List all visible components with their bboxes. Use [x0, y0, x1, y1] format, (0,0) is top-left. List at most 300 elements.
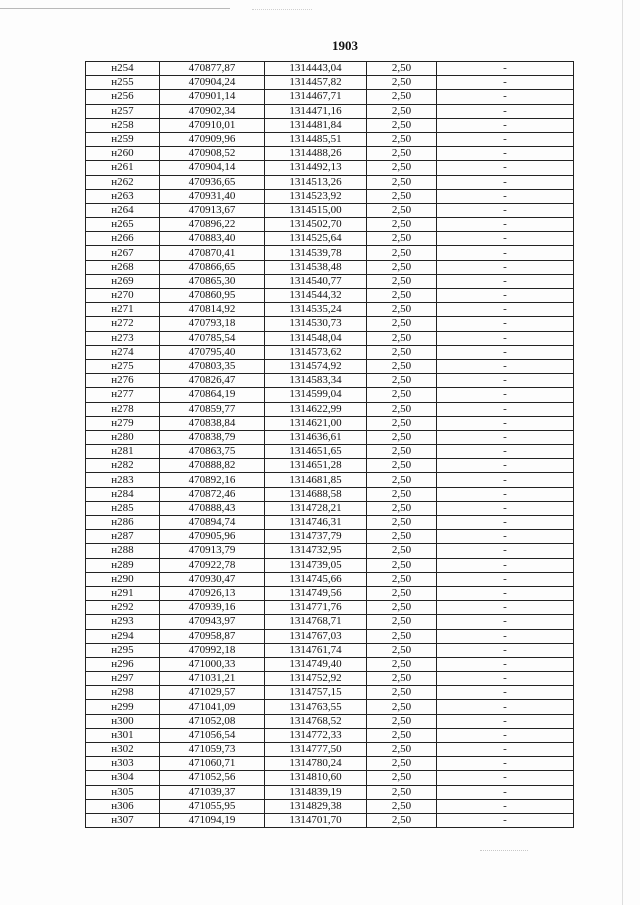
point-id-cell: н290 — [86, 572, 160, 586]
y-coordinate-cell: 1314530,73 — [265, 317, 367, 331]
description-cell: - — [437, 430, 574, 444]
scan-edge-line — [0, 8, 230, 9]
point-id-cell: н295 — [86, 643, 160, 657]
description-cell: - — [437, 104, 574, 118]
x-coordinate-cell: 470860,95 — [160, 289, 265, 303]
y-coordinate-cell: 1314839,19 — [265, 785, 367, 799]
table-row — [86, 487, 574, 501]
point-id-cell: н281 — [86, 445, 160, 459]
accuracy-cell: 2,50 — [367, 728, 437, 742]
description-cell: - — [437, 799, 574, 813]
y-coordinate-cell: 1314771,76 — [265, 601, 367, 615]
table-row — [86, 317, 574, 331]
y-coordinate-cell: 1314768,52 — [265, 714, 367, 728]
accuracy-cell: 2,50 — [367, 62, 437, 76]
table-row — [86, 132, 574, 146]
accuracy-cell: 2,50 — [367, 274, 437, 288]
description-cell: - — [437, 586, 574, 600]
x-coordinate-cell: 470908,52 — [160, 147, 265, 161]
x-coordinate-cell: 470870,41 — [160, 246, 265, 260]
y-coordinate-cell: 1314622,99 — [265, 402, 367, 416]
table-row — [86, 90, 574, 104]
x-coordinate-cell: 470913,67 — [160, 203, 265, 217]
y-coordinate-cell: 1314728,21 — [265, 501, 367, 515]
x-coordinate-cell: 470926,13 — [160, 586, 265, 600]
point-id-cell: н296 — [86, 657, 160, 671]
x-coordinate-cell: 470902,34 — [160, 104, 265, 118]
accuracy-cell: 2,50 — [367, 90, 437, 104]
description-cell: - — [437, 289, 574, 303]
point-id-cell: н255 — [86, 76, 160, 90]
accuracy-cell: 2,50 — [367, 501, 437, 515]
description-cell: - — [437, 388, 574, 402]
table-row — [86, 175, 574, 189]
accuracy-cell: 2,50 — [367, 572, 437, 586]
accuracy-cell: 2,50 — [367, 516, 437, 530]
description-cell: - — [437, 232, 574, 246]
point-id-cell: н257 — [86, 104, 160, 118]
description-cell: - — [437, 771, 574, 785]
point-id-cell: н289 — [86, 558, 160, 572]
y-coordinate-cell: 1314538,48 — [265, 260, 367, 274]
table-row — [86, 785, 574, 799]
accuracy-cell: 2,50 — [367, 757, 437, 771]
y-coordinate-cell: 1314763,55 — [265, 700, 367, 714]
point-id-cell: н261 — [86, 161, 160, 175]
y-coordinate-cell: 1314540,77 — [265, 274, 367, 288]
table-row — [86, 516, 574, 530]
table-row — [86, 558, 574, 572]
y-coordinate-cell: 1314777,50 — [265, 743, 367, 757]
description-cell: - — [437, 530, 574, 544]
x-coordinate-cell: 470838,79 — [160, 430, 265, 444]
x-coordinate-cell: 470904,14 — [160, 161, 265, 175]
y-coordinate-cell: 1314651,28 — [265, 459, 367, 473]
accuracy-cell: 2,50 — [367, 558, 437, 572]
table-row — [86, 218, 574, 232]
x-coordinate-cell: 470863,75 — [160, 445, 265, 459]
y-coordinate-cell: 1314701,70 — [265, 813, 367, 827]
x-coordinate-cell: 471029,57 — [160, 686, 265, 700]
x-coordinate-cell: 470888,82 — [160, 459, 265, 473]
accuracy-cell: 2,50 — [367, 743, 437, 757]
table-row — [86, 728, 574, 742]
x-coordinate-cell: 470936,65 — [160, 175, 265, 189]
y-coordinate-cell: 1314574,92 — [265, 359, 367, 373]
description-cell: - — [437, 672, 574, 686]
point-id-cell: н301 — [86, 728, 160, 742]
point-id-cell: н298 — [86, 686, 160, 700]
description-cell: - — [437, 572, 574, 586]
table-row — [86, 501, 574, 515]
point-id-cell: н287 — [86, 530, 160, 544]
accuracy-cell: 2,50 — [367, 175, 437, 189]
accuracy-cell: 2,50 — [367, 118, 437, 132]
description-cell: - — [437, 189, 574, 203]
x-coordinate-cell: 470872,46 — [160, 487, 265, 501]
accuracy-cell: 2,50 — [367, 161, 437, 175]
description-cell: - — [437, 345, 574, 359]
description-cell: - — [437, 303, 574, 317]
accuracy-cell: 2,50 — [367, 303, 437, 317]
table-row — [86, 601, 574, 615]
description-cell: - — [437, 317, 574, 331]
x-coordinate-cell: 470894,74 — [160, 516, 265, 530]
x-coordinate-cell: 471031,21 — [160, 672, 265, 686]
accuracy-cell: 2,50 — [367, 473, 437, 487]
description-cell: - — [437, 132, 574, 146]
x-coordinate-cell: 470943,97 — [160, 615, 265, 629]
description-cell: - — [437, 118, 574, 132]
table-row — [86, 416, 574, 430]
accuracy-cell: 2,50 — [367, 601, 437, 615]
y-coordinate-cell: 1314749,40 — [265, 657, 367, 671]
x-coordinate-cell: 470877,87 — [160, 62, 265, 76]
accuracy-cell: 2,50 — [367, 686, 437, 700]
accuracy-cell: 2,50 — [367, 331, 437, 345]
point-id-cell: н256 — [86, 90, 160, 104]
x-coordinate-cell: 471041,09 — [160, 700, 265, 714]
accuracy-cell: 2,50 — [367, 218, 437, 232]
accuracy-cell: 2,50 — [367, 317, 437, 331]
point-id-cell: н268 — [86, 260, 160, 274]
point-id-cell: н272 — [86, 317, 160, 331]
table-row — [86, 813, 574, 827]
description-cell: - — [437, 615, 574, 629]
table-row — [86, 303, 574, 317]
table-row — [86, 743, 574, 757]
description-cell: - — [437, 175, 574, 189]
description-cell: - — [437, 728, 574, 742]
table-row — [86, 586, 574, 600]
accuracy-cell: 2,50 — [367, 232, 437, 246]
point-id-cell: н265 — [86, 218, 160, 232]
description-cell: - — [437, 700, 574, 714]
point-id-cell: н270 — [86, 289, 160, 303]
accuracy-cell: 2,50 — [367, 771, 437, 785]
x-coordinate-cell: 470931,40 — [160, 189, 265, 203]
point-id-cell: н300 — [86, 714, 160, 728]
x-coordinate-cell: 470913,79 — [160, 544, 265, 558]
point-id-cell: н280 — [86, 430, 160, 444]
table-row — [86, 345, 574, 359]
accuracy-cell: 2,50 — [367, 359, 437, 373]
accuracy-cell: 2,50 — [367, 643, 437, 657]
accuracy-cell: 2,50 — [367, 544, 437, 558]
y-coordinate-cell: 1314745,66 — [265, 572, 367, 586]
point-id-cell: н267 — [86, 246, 160, 260]
accuracy-cell: 2,50 — [367, 657, 437, 671]
y-coordinate-cell: 1314525,64 — [265, 232, 367, 246]
y-coordinate-cell: 1314749,56 — [265, 586, 367, 600]
x-coordinate-cell: 470826,47 — [160, 374, 265, 388]
table-row — [86, 374, 574, 388]
x-coordinate-cell: 470883,40 — [160, 232, 265, 246]
point-id-cell: н264 — [86, 203, 160, 217]
y-coordinate-cell: 1314535,24 — [265, 303, 367, 317]
table-row — [86, 62, 574, 76]
point-id-cell: н266 — [86, 232, 160, 246]
description-cell: - — [437, 76, 574, 90]
x-coordinate-cell: 470785,54 — [160, 331, 265, 345]
table-row — [86, 615, 574, 629]
table-row — [86, 274, 574, 288]
y-coordinate-cell: 1314768,71 — [265, 615, 367, 629]
x-coordinate-cell: 470939,16 — [160, 601, 265, 615]
y-coordinate-cell: 1314757,15 — [265, 686, 367, 700]
accuracy-cell: 2,50 — [367, 487, 437, 501]
point-id-cell: н307 — [86, 813, 160, 827]
x-coordinate-cell: 470866,65 — [160, 260, 265, 274]
y-coordinate-cell: 1314651,65 — [265, 445, 367, 459]
scan-edge-line — [252, 9, 312, 10]
table-row — [86, 771, 574, 785]
point-id-cell: н283 — [86, 473, 160, 487]
table-row — [86, 686, 574, 700]
y-coordinate-cell: 1314732,95 — [265, 544, 367, 558]
accuracy-cell: 2,50 — [367, 260, 437, 274]
x-coordinate-cell: 470892,16 — [160, 473, 265, 487]
accuracy-cell: 2,50 — [367, 416, 437, 430]
description-cell: - — [437, 743, 574, 757]
accuracy-cell: 2,50 — [367, 445, 437, 459]
description-cell: - — [437, 813, 574, 827]
point-id-cell: н288 — [86, 544, 160, 558]
accuracy-cell: 2,50 — [367, 345, 437, 359]
y-coordinate-cell: 1314621,00 — [265, 416, 367, 430]
table-row — [86, 643, 574, 657]
page-number: 1903 — [332, 38, 358, 53]
x-coordinate-cell: 470922,78 — [160, 558, 265, 572]
point-id-cell: н260 — [86, 147, 160, 161]
y-coordinate-cell: 1314573,62 — [265, 345, 367, 359]
description-cell: - — [437, 62, 574, 76]
x-coordinate-cell: 470896,22 — [160, 218, 265, 232]
y-coordinate-cell: 1314767,03 — [265, 629, 367, 643]
description-cell: - — [437, 643, 574, 657]
point-id-cell: н302 — [86, 743, 160, 757]
table-row — [86, 445, 574, 459]
y-coordinate-cell: 1314583,34 — [265, 374, 367, 388]
point-id-cell: н262 — [86, 175, 160, 189]
x-coordinate-cell: 470901,14 — [160, 90, 265, 104]
table-row — [86, 473, 574, 487]
x-coordinate-cell: 471052,56 — [160, 771, 265, 785]
table-row — [86, 799, 574, 813]
y-coordinate-cell: 1314485,51 — [265, 132, 367, 146]
table-row — [86, 232, 574, 246]
y-coordinate-cell: 1314481,84 — [265, 118, 367, 132]
coordinates-table-body — [86, 62, 574, 828]
point-id-cell: н305 — [86, 785, 160, 799]
accuracy-cell: 2,50 — [367, 203, 437, 217]
table-row — [86, 289, 574, 303]
point-id-cell: н299 — [86, 700, 160, 714]
description-cell: - — [437, 714, 574, 728]
description-cell: - — [437, 445, 574, 459]
description-cell: - — [437, 657, 574, 671]
description-cell: - — [437, 218, 574, 232]
accuracy-cell: 2,50 — [367, 459, 437, 473]
table-row — [86, 430, 574, 444]
y-coordinate-cell: 1314457,82 — [265, 76, 367, 90]
x-coordinate-cell: 470958,87 — [160, 629, 265, 643]
x-coordinate-cell: 471056,54 — [160, 728, 265, 742]
x-coordinate-cell: 470910,01 — [160, 118, 265, 132]
point-id-cell: н294 — [86, 629, 160, 643]
point-id-cell: н263 — [86, 189, 160, 203]
x-coordinate-cell: 470838,84 — [160, 416, 265, 430]
accuracy-cell: 2,50 — [367, 189, 437, 203]
table-row — [86, 203, 574, 217]
accuracy-cell: 2,50 — [367, 785, 437, 799]
x-coordinate-cell: 470859,77 — [160, 402, 265, 416]
y-coordinate-cell: 1314513,26 — [265, 175, 367, 189]
x-coordinate-cell: 471055,95 — [160, 799, 265, 813]
x-coordinate-cell: 470865,30 — [160, 274, 265, 288]
accuracy-cell: 2,50 — [367, 388, 437, 402]
point-id-cell: н297 — [86, 672, 160, 686]
table-row — [86, 260, 574, 274]
y-coordinate-cell: 1314746,31 — [265, 516, 367, 530]
description-cell: - — [437, 260, 574, 274]
table-row — [86, 388, 574, 402]
x-coordinate-cell: 471094,19 — [160, 813, 265, 827]
accuracy-cell: 2,50 — [367, 289, 437, 303]
point-id-cell: н291 — [86, 586, 160, 600]
description-cell: - — [437, 473, 574, 487]
y-coordinate-cell: 1314471,16 — [265, 104, 367, 118]
y-coordinate-cell: 1314688,58 — [265, 487, 367, 501]
table-row — [86, 757, 574, 771]
accuracy-cell: 2,50 — [367, 615, 437, 629]
y-coordinate-cell: 1314467,71 — [265, 90, 367, 104]
x-coordinate-cell: 470930,47 — [160, 572, 265, 586]
point-id-cell: н278 — [86, 402, 160, 416]
x-coordinate-cell: 470909,96 — [160, 132, 265, 146]
accuracy-cell: 2,50 — [367, 147, 437, 161]
description-cell: - — [437, 516, 574, 530]
point-id-cell: н285 — [86, 501, 160, 515]
point-id-cell: н277 — [86, 388, 160, 402]
y-coordinate-cell: 1314544,32 — [265, 289, 367, 303]
point-id-cell: н293 — [86, 615, 160, 629]
y-coordinate-cell: 1314548,04 — [265, 331, 367, 345]
description-cell: - — [437, 629, 574, 643]
x-coordinate-cell: 470992,18 — [160, 643, 265, 657]
y-coordinate-cell: 1314502,70 — [265, 218, 367, 232]
table-row — [86, 147, 574, 161]
point-id-cell: н259 — [86, 132, 160, 146]
accuracy-cell: 2,50 — [367, 430, 437, 444]
accuracy-cell: 2,50 — [367, 246, 437, 260]
x-coordinate-cell: 470888,43 — [160, 501, 265, 515]
point-id-cell: н254 — [86, 62, 160, 76]
table-row — [86, 530, 574, 544]
accuracy-cell: 2,50 — [367, 700, 437, 714]
point-id-cell: н274 — [86, 345, 160, 359]
y-coordinate-cell: 1314539,78 — [265, 246, 367, 260]
x-coordinate-cell: 471059,73 — [160, 743, 265, 757]
table-row — [86, 118, 574, 132]
description-cell: - — [437, 487, 574, 501]
x-coordinate-cell: 470905,96 — [160, 530, 265, 544]
table-row — [86, 161, 574, 175]
accuracy-cell: 2,50 — [367, 813, 437, 827]
table-row — [86, 657, 574, 671]
y-coordinate-cell: 1314488,26 — [265, 147, 367, 161]
description-cell: - — [437, 459, 574, 473]
table-row — [86, 700, 574, 714]
table-row — [86, 331, 574, 345]
point-id-cell: н258 — [86, 118, 160, 132]
table-row — [86, 189, 574, 203]
x-coordinate-cell: 470904,24 — [160, 76, 265, 90]
x-coordinate-cell: 470814,92 — [160, 303, 265, 317]
point-id-cell: н304 — [86, 771, 160, 785]
description-cell: - — [437, 203, 574, 217]
table-row — [86, 572, 574, 586]
point-id-cell: н292 — [86, 601, 160, 615]
y-coordinate-cell: 1314737,79 — [265, 530, 367, 544]
accuracy-cell: 2,50 — [367, 629, 437, 643]
accuracy-cell: 2,50 — [367, 530, 437, 544]
point-id-cell: н284 — [86, 487, 160, 501]
accuracy-cell: 2,50 — [367, 374, 437, 388]
y-coordinate-cell: 1314681,85 — [265, 473, 367, 487]
y-coordinate-cell: 1314739,05 — [265, 558, 367, 572]
table-row — [86, 544, 574, 558]
accuracy-cell: 2,50 — [367, 714, 437, 728]
table-row — [86, 629, 574, 643]
point-id-cell: н273 — [86, 331, 160, 345]
table-row — [86, 672, 574, 686]
x-coordinate-cell: 471039,37 — [160, 785, 265, 799]
accuracy-cell: 2,50 — [367, 132, 437, 146]
point-id-cell: н303 — [86, 757, 160, 771]
description-cell: - — [437, 416, 574, 430]
point-id-cell: н275 — [86, 359, 160, 373]
accuracy-cell: 2,50 — [367, 76, 437, 90]
y-coordinate-cell: 1314492,13 — [265, 161, 367, 175]
accuracy-cell: 2,50 — [367, 799, 437, 813]
y-coordinate-cell: 1314810,60 — [265, 771, 367, 785]
table-row — [86, 359, 574, 373]
description-cell: - — [437, 402, 574, 416]
description-cell: - — [437, 246, 574, 260]
point-id-cell: н286 — [86, 516, 160, 530]
description-cell: - — [437, 558, 574, 572]
description-cell: - — [437, 147, 574, 161]
description-cell: - — [437, 544, 574, 558]
table-row — [86, 104, 574, 118]
y-coordinate-cell: 1314772,33 — [265, 728, 367, 742]
y-coordinate-cell: 1314761,74 — [265, 643, 367, 657]
description-cell: - — [437, 359, 574, 373]
point-id-cell: н276 — [86, 374, 160, 388]
description-cell: - — [437, 757, 574, 771]
x-coordinate-cell: 471060,71 — [160, 757, 265, 771]
scan-edge-line — [622, 0, 623, 905]
point-id-cell: н282 — [86, 459, 160, 473]
accuracy-cell: 2,50 — [367, 672, 437, 686]
table-row — [86, 76, 574, 90]
y-coordinate-cell: 1314780,24 — [265, 757, 367, 771]
y-coordinate-cell: 1314636,61 — [265, 430, 367, 444]
y-coordinate-cell: 1314515,00 — [265, 203, 367, 217]
x-coordinate-cell: 470793,18 — [160, 317, 265, 331]
x-coordinate-cell: 470795,40 — [160, 345, 265, 359]
